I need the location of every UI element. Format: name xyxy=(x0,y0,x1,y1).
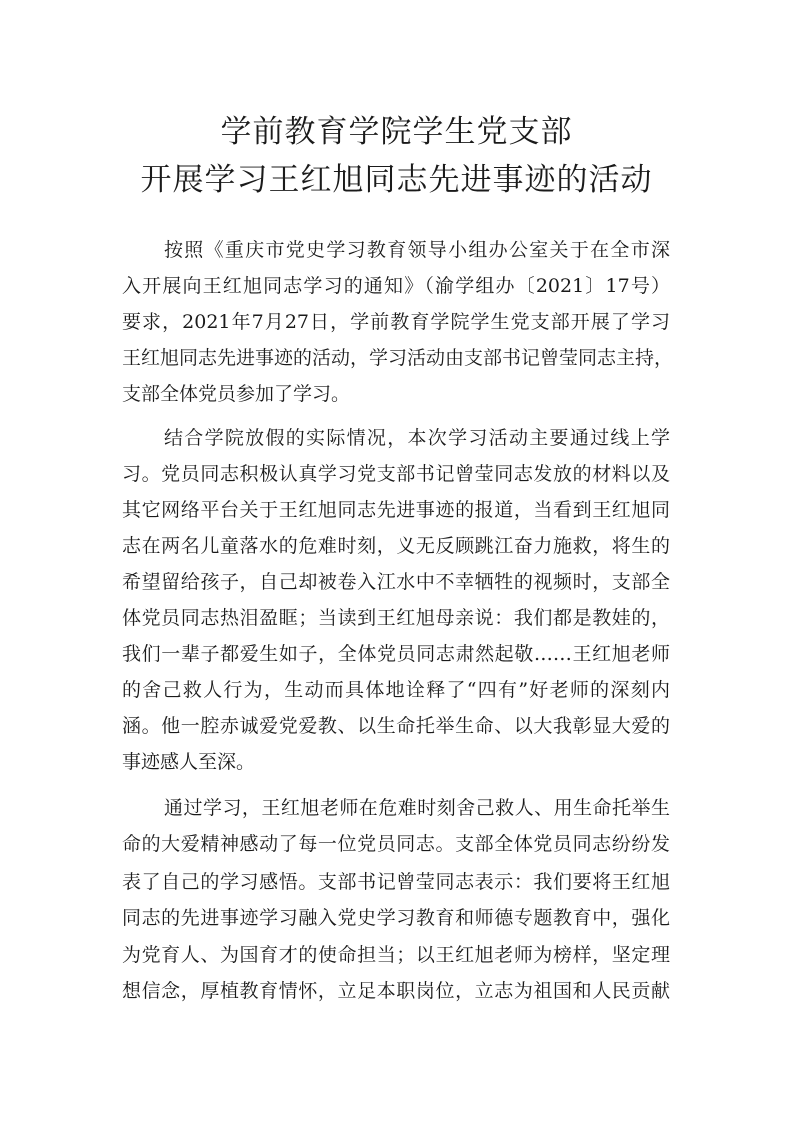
paragraph-2-line-1: 结合学院放假的实际情况，本次学习活动主要通过线上学 xyxy=(164,427,670,449)
paragraph-3-line-6: 想信念，厚植教育情怀，立足本职岗位，立志为祖国和人民贡献 xyxy=(122,980,670,1002)
paragraph-3-line-5: 为党育人、为国育才的使命担当；以王红旭老师为榜样，坚定理 xyxy=(122,944,670,966)
document-title-line-2: 开展学习王红旭同志先进事迹的活动 xyxy=(140,162,653,198)
paragraph-1-line-4: 王红旭同志先进事迹的活动，学习活动由支部书记曾莹同志主持， xyxy=(122,347,674,369)
paragraph-3-line-1: 通过学习，王红旭老师在危难时刻舍己救人、用生命托举生 xyxy=(164,797,670,819)
paragraph-3-line-2: 命的大爱精神感动了每一位党员同志。支部全体党员同志纷纷发 xyxy=(122,833,670,855)
paragraph-2-line-6: 体党员同志热泪盈眶；当读到王红旭母亲说：我们都是教娃的， xyxy=(122,607,670,629)
paragraph-2-line-3: 其它网络平台关于王红旭同志先进事迹的报道，当看到王红旭同 xyxy=(122,499,670,521)
paragraph-2-line-8: 的舍己救人行为，生动而具体地诠释了“四有”好老师的深刻内 xyxy=(122,679,670,701)
paragraph-2-line-10: 事迹感人至深。 xyxy=(122,751,256,773)
paragraph-3-line-3: 表了自己的学习感悟。支部书记曾莹同志表示：我们要将王红旭 xyxy=(122,871,670,893)
paragraph-2-line-7: 我们一辈子都爱生如子，全体党员同志肃然起敬……王红旭老师 xyxy=(122,643,670,665)
paragraph-3-line-4: 同志的先进事迹学习融入党史学习教育和师德专题教育中，强化 xyxy=(122,907,670,929)
paragraph-1-line-2: 入开展向王红旭同志学习的通知》（渝学组办〔2021〕17号） xyxy=(122,275,670,297)
paragraph-2-line-9: 涵。他一腔赤诚爱党爱教、以生命托举生命、以大我彰显大爱的 xyxy=(122,715,670,737)
paragraph-2-line-4: 志在两名儿童落水的危难时刻，义无反顾跳江奋力施救，将生的 xyxy=(122,535,670,557)
paragraph-1-line-5: 支部全体党员参加了学习。 xyxy=(122,383,351,405)
paragraph-2-line-2: 习。党员同志积极认真学习党支部书记曾莹同志发放的材料以及 xyxy=(122,463,670,485)
paragraph-1-line-1: 按照《重庆市党史学习教育领导小组办公室关于在全市深 xyxy=(164,239,670,261)
paragraph-1-line-3: 要求，2021年7月27日，学前教育学院学生党支部开展了学习 xyxy=(122,311,670,333)
document-title-line-1: 学前教育学院学生党支部 xyxy=(220,114,573,150)
paragraph-2-line-5: 希望留给孩子，自己却被卷入江水中不幸牺牲的视频时，支部全 xyxy=(122,571,670,593)
